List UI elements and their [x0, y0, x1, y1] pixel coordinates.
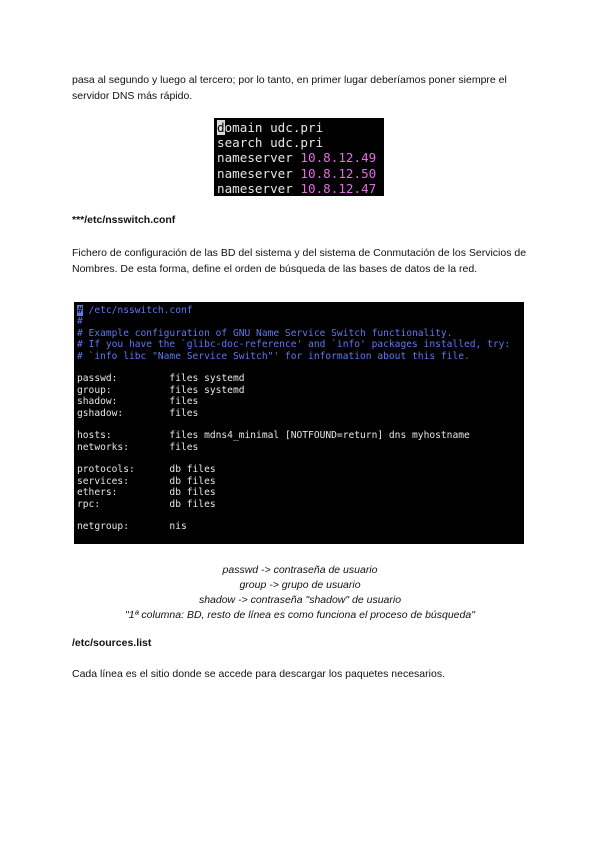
note-line: passwd -> contraseña de usuario: [222, 564, 378, 576]
entry-sources: files: [169, 396, 199, 408]
entry-database: protocols:: [77, 464, 170, 476]
nsswitch-entry: [77, 464, 524, 475]
entry-sources: files mdns4_minimal [NOTFOUND=return] dns myhostname: [169, 430, 470, 442]
comment-line: # Example configuration of GNU Name Service Switch functionality.: [77, 327, 453, 339]
entry-database: passwd:: [77, 373, 170, 385]
comment-line: #: [77, 316, 83, 328]
terminal-line: [217, 181, 384, 196]
nsswitch-entry: [77, 499, 524, 510]
terminal-line: [217, 135, 384, 150]
entry-database: networks:: [77, 441, 170, 453]
terminal-cursor: #: [77, 305, 83, 316]
entry-sources: files: [169, 407, 199, 419]
entry-database: group:: [77, 384, 170, 396]
terminal-line: [217, 150, 384, 165]
nsswitch-entry: [77, 430, 524, 441]
nsswitch-entry: [77, 521, 524, 532]
nsswitch-entry: [77, 476, 524, 487]
entry-sources: db files: [169, 498, 216, 510]
nsswitch-entry: [77, 487, 524, 498]
terminal-cursor: d: [217, 120, 225, 135]
entry-sources: files: [169, 441, 199, 453]
nsswitch-entries: [77, 373, 524, 532]
entry-database: ethers:: [77, 487, 170, 499]
entry-sources: db files: [169, 487, 216, 499]
comment-line: # `info libc "Name Service Switch"' for information about this file.: [77, 350, 470, 362]
nsswitch-entry: [77, 396, 524, 407]
terminal-line: [217, 120, 384, 135]
terminal-line-text: omain udc.pri: [224, 120, 324, 135]
entry-database: services:: [77, 475, 170, 487]
terminal-line-text: nameserver: [217, 180, 301, 196]
entry-database: hosts:: [77, 430, 170, 442]
terminal-line-text: nameserver: [217, 165, 301, 181]
resolv-conf-screenshot: [214, 118, 384, 196]
nsswitch-entry: [77, 408, 524, 419]
nsswitch-entry: [77, 373, 524, 384]
entry-sources: db files: [169, 464, 216, 476]
intro-paragraph: pasa al segundo y luego al tercero; por lo tanto, en primer lugar deberíamos poner siempre el servidor DNS más rápido.: [72, 74, 507, 102]
nameserver-ip: 10.8.12.50: [300, 165, 377, 181]
note-line: "1ª columna: BD, resto de línea es como funciona el proceso de búsqueda": [125, 609, 475, 621]
nsswitch-heading: ***/etc/nsswitch.conf: [72, 214, 176, 226]
entry-database: rpc:: [77, 498, 170, 510]
nsswitch-screenshot: [74, 302, 524, 544]
note-line: shadow -> contraseña "shadow" de usuario: [198, 594, 402, 606]
note-line: group -> grupo de usuario: [239, 579, 361, 591]
entry-database: netgroup:: [77, 521, 170, 533]
nsswitch-entry: [77, 385, 524, 396]
entry-database: shadow:: [77, 396, 170, 408]
nameserver-ip: 10.8.12.49: [300, 150, 377, 166]
terminal-line: [217, 166, 384, 181]
entry-sources: files systemd: [169, 384, 245, 396]
sources-heading: /etc/sources.list: [72, 637, 152, 649]
nameserver-ip: 10.8.12.47: [300, 180, 377, 196]
entry-sources: db files: [169, 475, 216, 487]
italic-notes: [0, 563, 600, 623]
terminal-line-text: search udc.pri: [217, 135, 324, 151]
comment-line: # If you have the `glibc-doc-reference' and `info' packages installed, try:: [77, 339, 511, 351]
entry-sources: files systemd: [169, 373, 245, 385]
entry-sources: nis: [169, 521, 187, 533]
sources-description: Cada línea es el sitio donde se accede para descargar los paquetes necesarios.: [72, 668, 445, 680]
terminal-title: /etc/nsswitch.conf: [82, 305, 193, 316]
terminal-title-line: [77, 305, 524, 316]
terminal-line-text: nameserver: [217, 150, 301, 166]
entry-database: gshadow:: [77, 407, 170, 419]
nsswitch-description: Fichero de configuración de las BD del sistema y del sistema de Conmutación de los Servicios de Nombres. De esta forma, define el orden de búsqueda de las bases de datos de la red.: [72, 247, 527, 275]
nsswitch-entry: [77, 442, 524, 453]
